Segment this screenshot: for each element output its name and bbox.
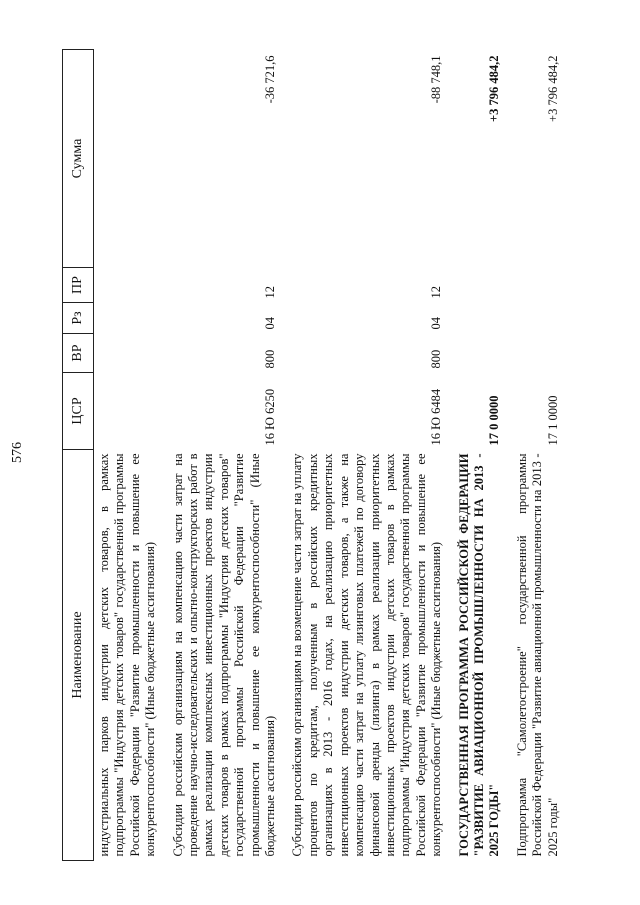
table-row <box>506 50 564 861</box>
row-vr: 800 <box>429 349 444 369</box>
row-rz: 04 <box>429 317 444 330</box>
row-sum: -88 748,1 <box>429 55 444 104</box>
budget-table <box>62 49 564 861</box>
row-name: Подпрограмма "Самолетостроение" государственной программы Российской Федерации "Развитие авиационной промышленности на 2013 - 2025 годы" <box>514 453 560 857</box>
column-header-rz: Рз <box>63 303 94 334</box>
row-rz <box>448 303 506 334</box>
row-name: индустриальных парков индустрии детских товаров, в рамках подпрограммы "Индустрия детских товаров" государственной программы Российской Федерации "Развитие промышленности и повышение ее конкурентоспособности" (Иные бюджетные ассигнования) <box>97 453 158 857</box>
row-csr: 17 1 0000 <box>545 395 560 446</box>
row-pr: 12 <box>263 286 278 299</box>
column-header-name: Наименование <box>63 450 94 861</box>
row-sum <box>94 50 162 268</box>
table-row <box>448 50 506 861</box>
row-sum: +3 796 484,2 <box>487 55 502 122</box>
table-header-row <box>63 50 94 861</box>
row-csr: 17 0 0000 <box>487 395 502 446</box>
row-csr: 16 Ю 6250 <box>263 388 278 446</box>
column-header-vr: ВР <box>63 334 94 373</box>
table-row <box>94 50 162 861</box>
row-rz <box>506 303 564 334</box>
row-name: Субсидии российским организациям на компенсацию части затрат на проведение научно-исследовательских и опытно-конструкторских работ в рамках реализации комплексных инвестиционных проектов индустрии детских товаров в рамках подпрограммы "Индустрия детских товаров" государственной программы Российской Федерации "Развитие промышленности и повышение ее конкурентоспособности" (Иные бюджетные ассигнования) <box>170 453 278 857</box>
column-header-pr: ПР <box>63 268 94 303</box>
row-vr <box>94 334 162 373</box>
row-sum: +3 796 484,2 <box>545 55 560 122</box>
row-rz: 04 <box>263 317 278 330</box>
table-row <box>162 50 282 861</box>
row-pr <box>506 268 564 303</box>
row-rz <box>94 303 162 334</box>
row-pr <box>448 268 506 303</box>
row-csr: 16 Ю 6484 <box>429 388 444 446</box>
row-pr <box>94 268 162 303</box>
row-sum: -36 721,6 <box>263 55 278 104</box>
table-row <box>281 50 447 861</box>
column-header-csr: ЦСР <box>63 373 94 450</box>
row-pr: 12 <box>429 286 444 299</box>
row-name: ГОСУДАРСТВЕННАЯ ПРОГРАММА РОССИЙСКОЙ ФЕДЕРАЦИИ "РАЗВИТИЕ АВИАЦИОННОЙ ПРОМЫШЛЕННОСТИ НА 2013 - 2025 ГОДЫ" <box>456 453 502 857</box>
page-number: 576 <box>10 442 25 463</box>
row-csr <box>94 373 162 450</box>
row-vr <box>506 334 564 373</box>
row-vr <box>448 334 506 373</box>
column-header-sum: Сумма <box>63 50 94 268</box>
row-vr: 800 <box>263 349 278 369</box>
row-name: Субсидии российским организациям на возмещение части затрат на уплату процентов по кредитам, полученным в российских кредитных организациях в 2013 - 2016 годах, на реализацию приоритетных инвестиционных проектов индустрии детских товаров, а также на компенсацию части затрат на уплату лизинговых платежей по договору финансовой аренды (лизинга) в рамках реализации приоритетных инвестиционных проектов индустрии детских товаров в рамках подпрограммы "Индустрия детских товаров" государственной программы Российской Федерации "Развитие промышленности и повышение ее конкурентоспособности" (Иные бюджетные ассигнования) <box>290 453 444 857</box>
